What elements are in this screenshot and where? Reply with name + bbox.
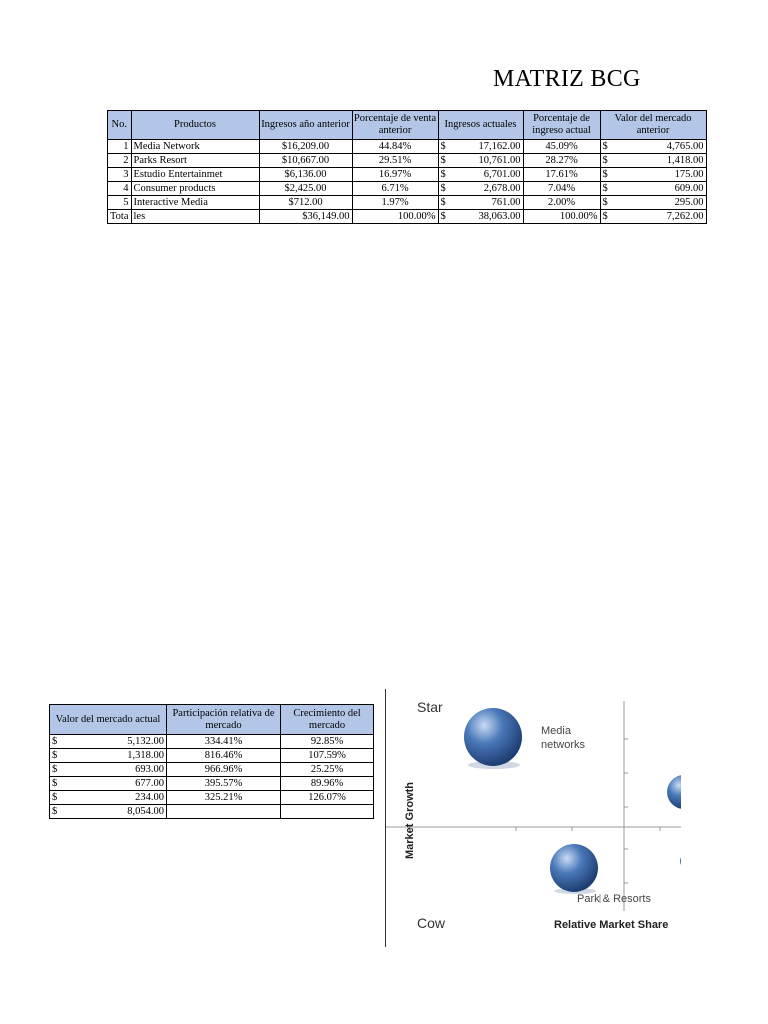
row-number: 5 [108,196,132,210]
total-prev-income: $36,149.00 [259,210,352,224]
current-income-value: 2,678.00 [483,182,521,194]
prev-income: $2,425.00 [259,182,352,196]
currency-symbol: $ [602,168,608,180]
market-growth: 25.25% [281,763,374,777]
totals-row [50,805,374,819]
bubble-label-parks: Park & Resorts [577,893,651,905]
prev-income: $10,667.00 [259,154,352,168]
row-number: 4 [108,182,132,196]
current-percent: 7.04% [523,182,600,196]
market-value-current [50,735,167,749]
market-value-prev [600,182,706,196]
bubble-small-right [680,853,681,869]
current-income-value: 17,162.00 [478,140,521,152]
currency-symbol: $ [440,196,446,208]
market-value-prev [600,168,706,182]
total-market-value-prev [600,210,706,224]
market-value-current [50,749,167,763]
product-name: Media Network [131,140,259,154]
currency-symbol: $ [440,210,446,222]
currency-symbol: $ [52,735,58,747]
header-crecimiento-mercado: Crecimiento del mercado [281,705,374,735]
current-income [438,196,523,210]
current-percent: 45.09% [523,140,600,154]
currency-symbol: $ [602,182,608,194]
header-ingresos-anterior: Ingresos año anterior [259,111,352,140]
currency-symbol: $ [52,777,58,789]
market-value-prev-value: 295.00 [674,196,704,208]
row-number: 2 [108,154,132,168]
market-value-current [50,763,167,777]
table-row [50,763,374,777]
bubble-park-resorts [550,844,598,892]
currency-symbol: $ [440,140,446,152]
bubble-media-networks [464,708,522,766]
currency-symbol: $ [440,154,446,166]
market-value-current-value: 234.00 [135,791,164,803]
relative-share: 334.41% [167,735,281,749]
market-growth: 126.07% [281,791,374,805]
total-market-value-current-value: 8,054.00 [127,805,164,817]
relative-share: 395.57% [167,777,281,791]
currency-symbol: $ [440,182,446,194]
currency-symbol: $ [52,749,58,761]
quadrant-label-cow: Cow [417,915,446,931]
market-value-prev [600,154,706,168]
total-current-income [438,210,523,224]
currency-symbol: $ [52,791,58,803]
header-valor-mercado-actual: Valor del mercado actual [50,705,167,735]
table-row [50,735,374,749]
header-no: No. [108,111,132,140]
y-axis-title: Market Growth [404,781,416,859]
total-prev-percent: 100.00% [352,210,438,224]
empty-cell [167,805,281,819]
currency-symbol: $ [602,154,608,166]
current-income-value: 761.00 [491,196,521,208]
market-value-prev [600,196,706,210]
market-share-table [49,704,374,819]
product-name: Interactive Media [131,196,259,210]
quadrant-label-star: Star [417,699,443,715]
current-percent: 28.27% [523,154,600,168]
currency-symbol: $ [602,196,608,208]
market-value-prev-value: 4,765.00 [666,140,704,152]
bubble-right-edge [667,775,681,809]
row-number: 3 [108,168,132,182]
market-growth: 89.96% [281,777,374,791]
market-value-prev-value: 609.00 [674,182,704,194]
table-row [50,791,374,805]
current-income-value: 6,701.00 [483,168,521,180]
bcg-matrix-graphic [386,689,681,947]
table-row [50,777,374,791]
currency-symbol: $ [440,168,446,180]
market-growth: 92.85% [281,735,374,749]
header-porcentaje-ingreso-actual: Porcentaje de ingreso actual [523,111,600,140]
table-row [108,154,707,168]
current-income [438,182,523,196]
relative-share: 966.96% [167,763,281,777]
market-value-current [50,777,167,791]
relative-share: 325.21% [167,791,281,805]
prev-income: $712.00 [259,196,352,210]
prev-percent: 29.51% [352,154,438,168]
header-ingresos-actuales: Ingresos actuales [438,111,523,140]
market-value-prev [600,140,706,154]
empty-cell [281,805,374,819]
current-income [438,154,523,168]
table-row [108,182,707,196]
currency-symbol: $ [602,210,608,222]
table-header-row [50,705,374,735]
table-row [108,140,707,154]
market-value-current-value: 5,132.00 [127,735,164,747]
header-productos: Productos [131,111,259,140]
bubble-label-media [541,724,585,752]
product-name: Consumer products [131,182,259,196]
x-axis-title: Relative Market Share [554,919,669,931]
market-value-prev-value: 1,418.00 [666,154,704,166]
market-value-current-value: 1,318.00 [127,749,164,761]
page-title: MATRIZ BCG [493,66,641,92]
product-name: Estudio Entertainmet [131,168,259,182]
total-market-value-prev-value: 7,262.00 [666,210,704,222]
header-porcentaje-venta-anterior: Porcentaje de venta anterior [352,111,438,140]
row-number: 1 [108,140,132,154]
prev-percent: 16.97% [352,168,438,182]
table-row [50,749,374,763]
bcg-income-table [107,110,707,224]
bubble-label-media-line1: Media [541,725,571,737]
market-value-current [50,791,167,805]
product-name: Parks Resort [131,154,259,168]
market-value-current-value: 677.00 [135,777,164,789]
totals-label-end: les [131,210,259,224]
market-value-prev-value: 175.00 [674,168,704,180]
current-percent: 17.61% [523,168,600,182]
current-income-value: 10,761.00 [478,154,521,166]
current-income [438,140,523,154]
prev-income: $16,209.00 [259,140,352,154]
currency-symbol: $ [52,805,58,817]
currency-symbol: $ [52,763,58,775]
total-current-income-value: 38,063.00 [478,210,521,222]
prev-income: $6,136.00 [259,168,352,182]
header-valor-mercado-anterior: Valor del mercado anterior [600,111,706,140]
prev-percent: 44.84% [352,140,438,154]
table-header-row [108,111,707,140]
currency-symbol: $ [602,140,608,152]
totals-label-start: Tota [108,210,132,224]
totals-row [108,210,707,224]
prev-percent: 1.97% [352,196,438,210]
relative-share: 816.46% [167,749,281,763]
table-row [108,196,707,210]
total-current-percent: 100.00% [523,210,600,224]
prev-percent: 6.71% [352,182,438,196]
market-growth: 107.59% [281,749,374,763]
current-percent: 2.00% [523,196,600,210]
bcg-matrix-chart [385,689,681,947]
current-income [438,168,523,182]
table-row [108,168,707,182]
total-market-value-current [50,805,167,819]
market-value-current-value: 693.00 [135,763,164,775]
bubble-label-media-line2: networks [541,739,586,751]
header-participacion-relativa: Participación relativa de mercado [167,705,281,735]
